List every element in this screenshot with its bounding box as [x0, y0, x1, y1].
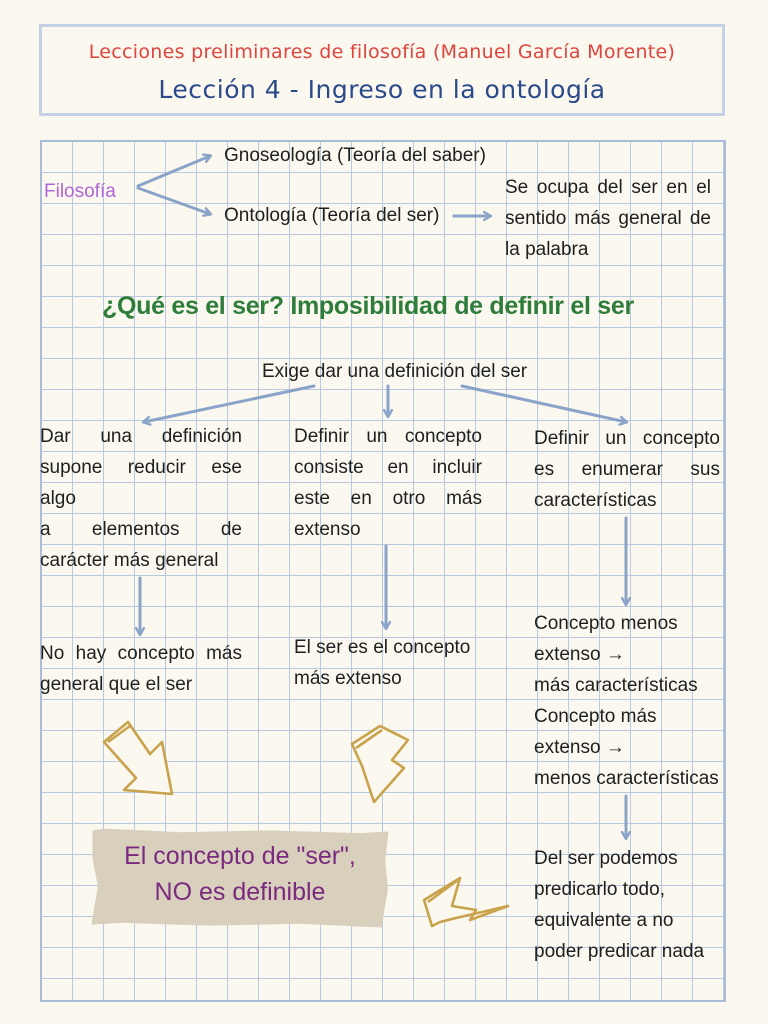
page-title: Lección 4 - Ingreso en la ontología — [158, 75, 606, 104]
text-line: sentido más general de — [505, 208, 711, 229]
arrow-to-ontologia — [138, 188, 210, 214]
text-line: a elementos de — [40, 519, 242, 540]
text-line: es enumerar sus — [534, 459, 720, 480]
text-line: este en otro más — [294, 488, 482, 509]
text-line: Definir un concepto — [294, 426, 482, 447]
text-line: El ser es el concepto — [294, 637, 471, 658]
text-line: Del ser podemos — [534, 848, 678, 869]
text-line: extenso → — [534, 644, 625, 665]
arrow-to-gnoseologia — [138, 156, 210, 186]
text-line: características — [534, 490, 657, 511]
text-line: supone reducir ese algo — [40, 457, 242, 509]
text-line: Se ocupa del ser en el — [505, 177, 711, 198]
text-line: extenso → — [534, 737, 625, 758]
conclusion-line: El concepto de "ser", — [124, 842, 356, 870]
main-question: ¿Qué es el ser? Imposibilidad de definir el ser — [102, 292, 634, 320]
text-line: consiste en incluir — [294, 457, 482, 478]
text-line: general que el ser — [40, 674, 193, 695]
subtitle: Lecciones preliminares de filosofía (Manuel García Morente) — [88, 41, 676, 63]
conclusion-line: NO es definible — [154, 878, 326, 906]
requirement: Exige dar una definición del ser — [262, 361, 528, 382]
arrow-to-col3 — [462, 386, 626, 422]
text-line: No hay concepto más — [40, 643, 242, 664]
text-line: Dar una definición — [40, 426, 242, 447]
arrow-to-col1 — [144, 386, 314, 422]
text-line: poder predicar nada — [534, 941, 705, 962]
text-line: la palabra — [505, 239, 589, 260]
branch-gnoseologia: Gnoseología (Teoría del saber) — [224, 145, 486, 166]
text-line: equivalente a no — [534, 910, 674, 931]
branch-ontologia: Ontología (Teoría del ser) — [224, 205, 440, 226]
root-node: Filosofía — [44, 181, 116, 202]
text-line: menos características — [534, 768, 719, 789]
text-line: más extenso — [294, 668, 402, 689]
text-line: Concepto más — [534, 706, 657, 727]
hand-arrow-left — [104, 722, 172, 794]
hand-arrow-right — [424, 878, 508, 926]
hand-arrow-middle — [352, 726, 408, 802]
text-line: carácter más general — [40, 550, 219, 571]
text-line: Concepto menos — [534, 613, 678, 634]
text-line: Definir un concepto — [534, 428, 720, 449]
text-line: extenso — [294, 519, 361, 540]
text-line: predicarlo todo, — [534, 879, 665, 900]
text-line: más características — [534, 675, 698, 696]
